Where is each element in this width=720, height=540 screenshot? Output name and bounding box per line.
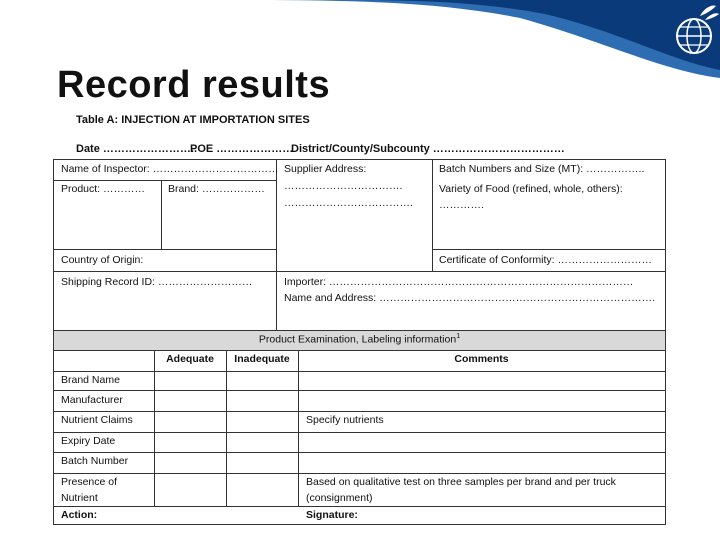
supplier-address-line1: ……………………………. [284, 180, 403, 192]
exam-heading [54, 333, 665, 346]
poe-field: POE ………………… [190, 143, 294, 155]
country-field: Country of Origin: [61, 254, 144, 266]
rule [54, 473, 665, 474]
rule [54, 432, 665, 433]
row-label-expiry-date: Expiry Date [61, 435, 116, 447]
supplier-address-line2: ………………………………. [284, 197, 413, 209]
rule [54, 411, 665, 412]
rule [54, 330, 665, 331]
table-title: Table A: INJECTION AT IMPORTATION SITES [76, 114, 310, 126]
row-label-brand-name: Brand Name [61, 374, 120, 386]
row-comment-nutrient-claims: Specify nutrients [306, 414, 384, 426]
rule [54, 371, 665, 372]
rule [276, 160, 277, 330]
variety-line: …………. [439, 199, 484, 211]
action-label: Action: [61, 509, 98, 521]
rule [54, 350, 665, 351]
brand-field: Brand: ……………… [168, 183, 265, 195]
importer-field: Importer: …………………………………………………………………………… [284, 276, 634, 288]
variety-field: Variety of Food (refined, whole, others): [439, 183, 623, 195]
rule [54, 452, 665, 453]
row-label-batch-number: Batch Number [61, 455, 129, 467]
exam-footnote: 1 [456, 333, 461, 340]
col-comments: Comments [454, 353, 509, 365]
page-title: Record results [57, 64, 331, 106]
col-adequate: Adequate [166, 353, 214, 365]
rule [154, 350, 155, 506]
row-label-manufacturer: Manufacturer [61, 394, 123, 406]
name-address-field: Name and Address: ……………………………………………………………………. [284, 292, 656, 304]
inspection-form [53, 159, 666, 525]
row-label-presence-line1: Presence of [61, 476, 118, 488]
rule [54, 271, 665, 272]
date-field: Date …………………….. [76, 143, 198, 155]
row-label-nutrient-claims: Nutrient Claims [61, 414, 133, 426]
shipping-field: Shipping Record ID: ……………………… [61, 276, 253, 288]
product-field: Product: ………… [61, 183, 146, 195]
rule [432, 249, 665, 250]
row-comment-presence-line2: (consignment) [306, 492, 373, 504]
rule [161, 180, 162, 249]
rule [54, 249, 276, 250]
supplier-address-label: Supplier Address: [284, 163, 367, 175]
row-comment-presence-line1: Based on qualitative test on three samples per brand and per truck [306, 476, 616, 488]
row-label-presence-line2: Nutrient [61, 492, 98, 504]
rule [54, 506, 665, 507]
rule [54, 180, 276, 181]
rule [226, 350, 227, 506]
rule [298, 350, 299, 506]
col-inadequate: Inadequate [234, 353, 290, 365]
inspector-field: Name of Inspector: ……………………………… [61, 163, 279, 175]
rule [54, 390, 665, 391]
district-field: District/County/Subcounty ……………………………… [291, 143, 565, 155]
batch-field: Batch Numbers and Size (MT): …………….. [439, 163, 645, 175]
signature-label: Signature: [306, 509, 358, 521]
certificate-field: Certificate of Conformity: ……………………… [439, 254, 652, 266]
rule [432, 160, 433, 271]
exam-heading-text: Product Examination, Labeling information [258, 333, 457, 346]
